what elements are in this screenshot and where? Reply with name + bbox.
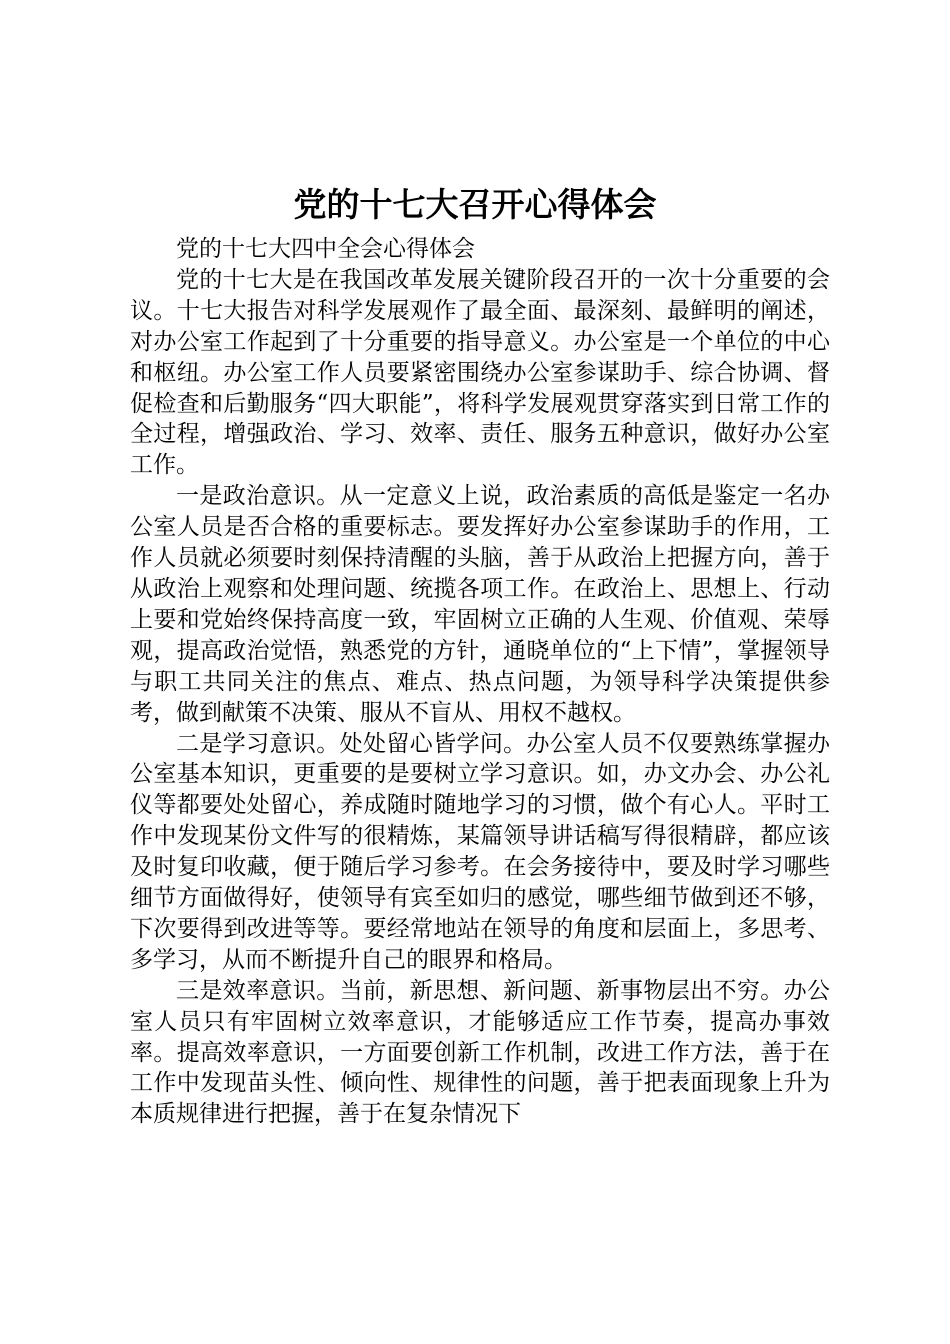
document-body bbox=[130, 234, 830, 1130]
subtitle-paragraph: 党的十七大四中全会心得体会 bbox=[176, 236, 475, 262]
efficiency-awareness-paragraph: 三是效率意识。当前，新思想、新问题、新事物层出不穷。办公室人员只有牢固树立效率意识，才能够适应工作节奏，提高办事效率。提高效率意识，一方面要创新工作机制，改进工作方法，善于在工作中发现苗头性、倾向性、规律性的问题，善于把表面现象上升为本质规律进行把握，善于在复杂情况下 bbox=[130, 977, 830, 1128]
document-title: 党的十七大召开心得体会 bbox=[293, 185, 657, 224]
learning-awareness-paragraph: 二是学习意识。处处留心皆学问。办公室人员不仅要熟练掌握办公室基本知识，更重要的是要树立学习意识。如，办文办会、办公礼仪等都要处处留心，养成随时随地学习的习惯，做个有心人。平时工作中发现某份文件写的很精炼，某篇领导讲话稿写得很精辟，都应该及时复印收藏，便于随后学习参考。在会务接待中，要及时学习哪些细节方面做得好，使领导有宾至如归的感觉，哪些细节做到还不够，下次要得到改进等等。要经常地站在领导的角度和层面上，多思考、多学习，从而不断提升自己的眼界和格局。 bbox=[130, 730, 830, 973]
political-awareness-paragraph: 一是政治意识。从一定意义上说，政治素质的高低是鉴定一名办公室人员是否合格的重要标志。要发挥好办公室参谋助手的作用，工作人员就必须要时刻保持清醒的头脑，善于从政治上把握方向，善于从政治上观察和处理问题、统揽各项工作。在政治上、思想上、行动上要和党始终保持高度一致，牢固树立正确的人生观、价值观、荣辱观，提高政治觉悟，熟悉党的方针，通晓单位的“上下情”，掌握领导与职工共同关注的焦点、难点、热点问题，为领导科学决策提供参考，做到献策不决策、服从不盲从、用权不越权。 bbox=[130, 483, 830, 726]
intro-paragraph: 党的十七大是在我国改革发展关键阶段召开的一次十分重要的会议。十七大报告对科学发展观作了最全面、最深刻、最鲜明的阐述，对办公室工作起到了十分重要的指导意义。办公室是一个单位的中心和枢纽。办公室工作人员要紧密围绕办公室参谋助手、综合协调、督促检查和后勤服务“四大职能”，将科学发展观贯穿落实到日常工作的全过程，增强政治、学习、效率、责任、服务五种意识，做好办公室工作。 bbox=[130, 266, 830, 479]
